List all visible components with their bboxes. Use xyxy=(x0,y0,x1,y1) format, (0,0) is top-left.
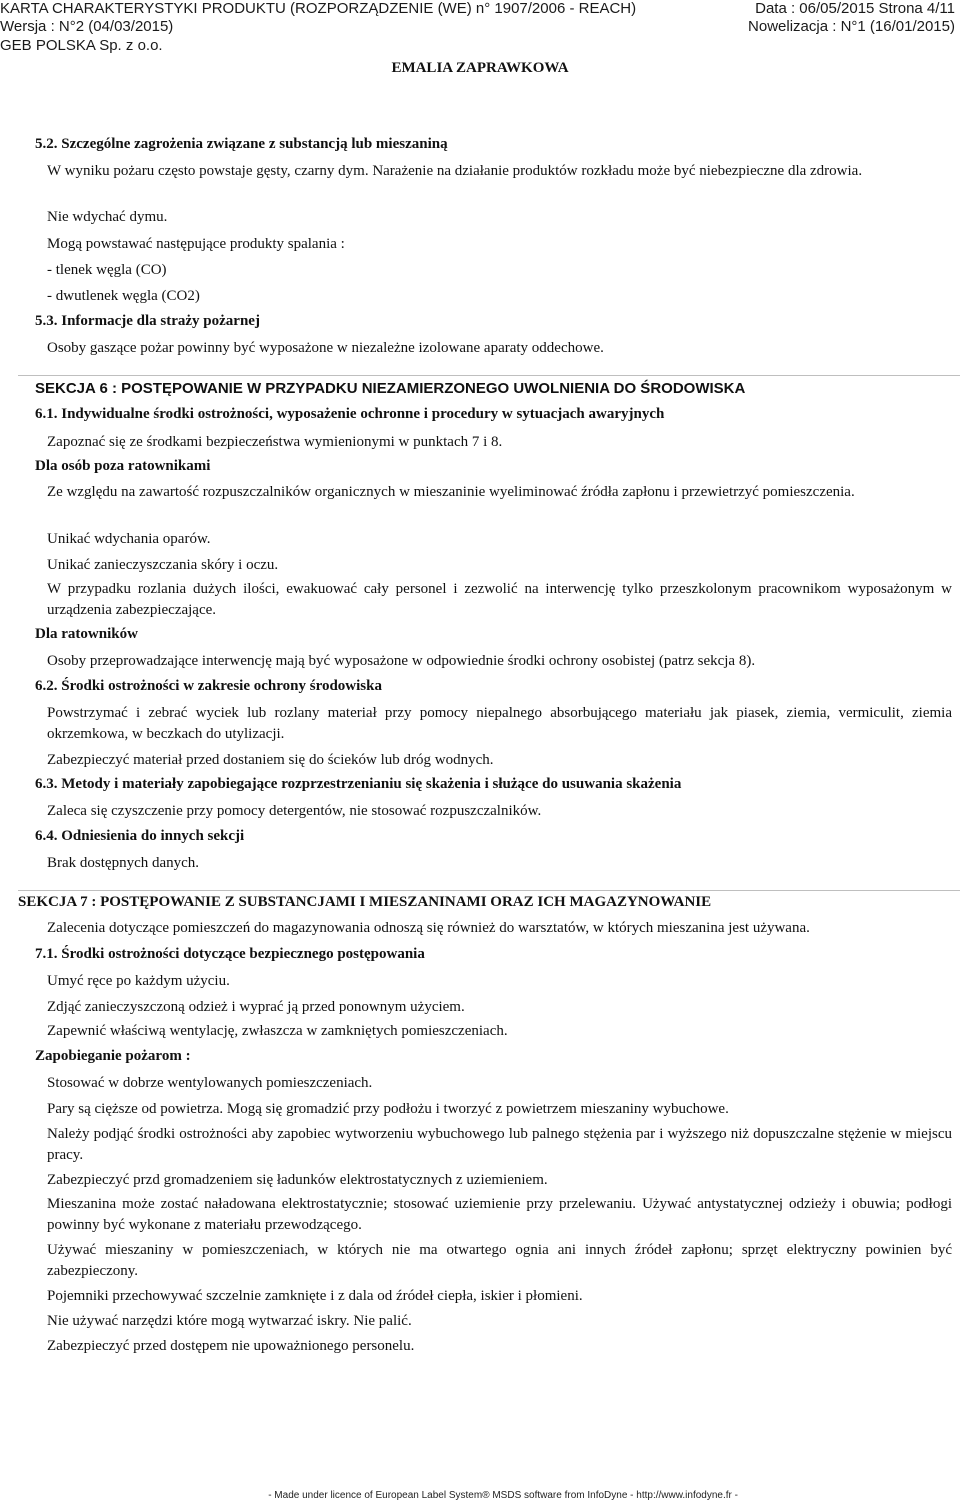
paragraph: Pary są cięższe od powietrza. Mogą się gromadzić przy podłożu i tworzyć z powietrzem mieszaniny wybuchowe. xyxy=(47,1101,729,1117)
paragraph: Zapewnić właściwą wentylację, zwłaszcza w zamkniętych pomieszczeniach. xyxy=(47,1023,508,1039)
doc-header-title: KARTA CHARAKTERYSTYKI PRODUKTU (ROZPORZĄDZENIE (WE) n° 1907/2006 - REACH) xyxy=(0,0,637,17)
heading-7-1: 7.1. Środki ostrożności dotyczące bezpiecznego postępowania xyxy=(35,946,425,962)
paragraph: Stosować w dobrze wentylowanych pomieszczeniach. xyxy=(47,1075,373,1091)
doc-header-revision: Nowelizacja : N°1 (16/01/2015) xyxy=(748,18,955,35)
page-footer: - Made under licence of European Label System® MSDS software from InfoDyne - http://www.infodyne.fr - xyxy=(268,1490,738,1501)
paragraph: Powstrzymać i zebrać wyciek lub rozlany materiał przy pomocy niepalnego absorbującego materiału jak piasek, ziemia, vermiculit, ziemia okrzemkowa, w beczkach do utylizacji. xyxy=(47,705,952,742)
heading-5-2: 5.2. Szczególne zagrożenia związane z substancją lub mieszaniną xyxy=(35,136,448,152)
paragraph: Nie używać narzędzi które mogą wytwarzać iskry. Nie palić. xyxy=(47,1313,412,1329)
subheading: Dla osób poza ratownikami xyxy=(35,458,211,474)
heading-6-1: 6.1. Indywidualne środki ostrożności, wyposażenie ochronne i procedury w sytuacjach awaryjnych xyxy=(35,406,665,422)
paragraph: Mogą powstawać następujące produkty spalania : xyxy=(47,236,345,252)
list-item: - tlenek węgla (CO) xyxy=(47,262,167,278)
paragraph: Pojemniki przechowywać szczelnie zamknięte i z dala od źródeł ciepła, iskier i płomieni. xyxy=(47,1288,583,1304)
subheading: Zapobieganie pożarom : xyxy=(35,1048,191,1064)
paragraph: Używać mieszaniny w pomieszczeniach, w których nie ma otwartego ognia ani innych źródeł zapłonu; sprzęt elektryczny powinien być zabezpieczony. xyxy=(47,1242,952,1279)
paragraph: Nie wdychać dymu. xyxy=(47,209,168,225)
paragraph: Zabezpieczyć materiał przed dostaniem się do ścieków lub dróg wodnych. xyxy=(47,752,494,768)
doc-header-date-page: Data : 06/05/2015 Strona 4/11 xyxy=(755,0,955,17)
paragraph: Zapoznać się ze środkami bezpieczeństwa wymienionymi w punktach 7 i 8. xyxy=(47,434,503,450)
paragraph: Mieszanina może zostać naładowana elektrostatycznie; stosować uziemienie przy przelewaniu. Używać antystatycznej odzieży i obuwia; podłogi powinny być wykonane z materiału przewodzącego. xyxy=(47,1196,952,1233)
section-divider xyxy=(18,890,960,891)
paragraph: Zalecenia dotyczące pomieszczeń do magazynowania odnoszą się również do warsztatów, w których mieszanina jest używana. xyxy=(47,920,810,936)
paragraph: Unikać wdychania oparów. xyxy=(47,531,211,547)
list-item: - dwutlenek węgla (CO2) xyxy=(47,288,200,304)
subheading: Dla ratowników xyxy=(35,626,138,642)
heading-6-4: 6.4. Odniesienia do innych sekcji xyxy=(35,828,245,844)
paragraph: Umyć ręce po każdym użyciu. xyxy=(47,973,230,989)
paragraph: Zdjąć zanieczyszczoną odzież i wyprać ją przed ponownym użyciem. xyxy=(47,999,465,1015)
paragraph: Ze względu na zawartość rozpuszczalników organicznych w mieszaninie wyeliminować źródła zapłonu i przewietrzyć pomieszczenia. xyxy=(47,484,855,500)
doc-header-company: GEB POLSKA Sp. z o.o. xyxy=(0,37,163,54)
section-7-title: SEKCJA 7 : POSTĘPOWANIE Z SUBSTANCJAMI I MIESZANINAMI ORAZ ICH MAGAZYNOWANIE xyxy=(18,894,712,910)
section-6-title: SEKCJA 6 : POSTĘPOWANIE W PRZYPADKU NIEZAMIERZONEGO UWOLNIENIA DO ŚRODOWISKA xyxy=(35,380,746,397)
paragraph: Zaleca się czyszczenie przy pomocy detergentów, nie stosować rozpuszczalników. xyxy=(47,803,542,819)
heading-5-3: 5.3. Informacje dla straży pożarnej xyxy=(35,313,260,329)
paragraph: W wyniku pożaru często powstaje gęsty, czarny dym. Narażenie na działanie produktów rozkładu może być niebezpieczne dla zdrowia. xyxy=(47,163,863,179)
product-title: EMALIA ZAPRAWKOWA xyxy=(391,60,569,76)
doc-header-version: Wersja : N°2 (04/03/2015) xyxy=(0,18,174,35)
paragraph: Zabezpieczyć przd gromadzeniem się ładunków elektrostatycznych z uziemieniem. xyxy=(47,1172,548,1188)
paragraph: Osoby gaszące pożar powinny być wyposażone w niezależne izolowane aparaty oddechowe. xyxy=(47,340,604,356)
heading-6-3: 6.3. Metody i materiały zapobiegające rozprzestrzenianiu się skażenia i służące do usuwania skażenia xyxy=(35,776,682,792)
paragraph: Zabezpieczyć przed dostępem nie upoważnionego personelu. xyxy=(47,1338,415,1354)
paragraph: Brak dostępnych danych. xyxy=(47,855,200,871)
section-divider xyxy=(18,375,960,376)
paragraph: Unikać zanieczyszczania skóry i oczu. xyxy=(47,557,279,573)
paragraph: Osoby przeprowadzające interwencję mają być wyposażone w odpowiednie środki ochrony osobistej (patrz sekcja 8). xyxy=(47,653,756,669)
paragraph: Należy podjąć środki ostrożności aby zapobiec wytworzeniu wybuchowego lub palnego stężenia par i wyższego niż dopuszczalne stężenie w miejscu pracy. xyxy=(47,1126,952,1163)
heading-6-2: 6.2. Środki ostrożności w zakresie ochrony środowiska xyxy=(35,678,382,694)
paragraph: W przypadku rozlania dużych ilości, ewakuować cały personel i zezwolić na interwencję tylko przeszkolonym pracownikom wyposażonym w urządzenia zabezpieczające. xyxy=(47,581,952,618)
